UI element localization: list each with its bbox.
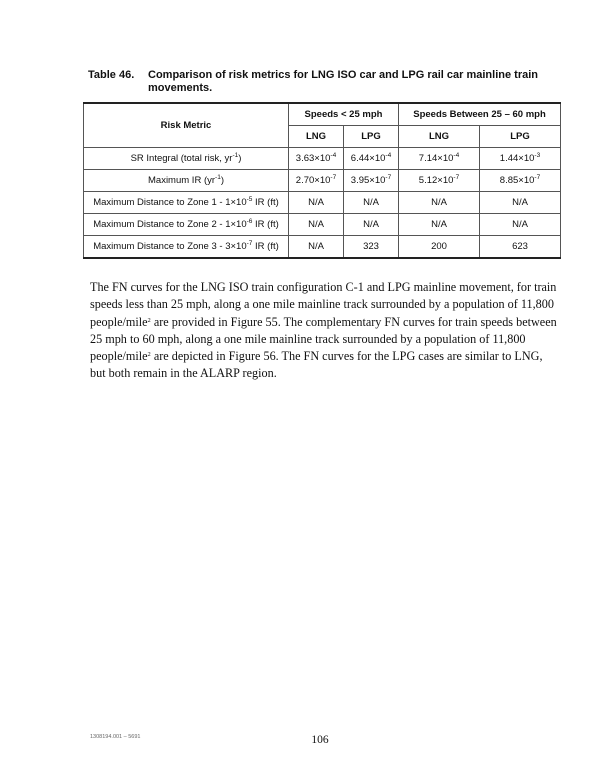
table-cell: N/A bbox=[480, 192, 561, 214]
table-cell: $1.44\times 10^{-3}$ bbox=[480, 148, 561, 170]
table-row bbox=[84, 170, 561, 192]
table-cell: N/A bbox=[289, 192, 344, 214]
table-caption bbox=[88, 69, 558, 95]
subheader-lpg-high: LPG bbox=[480, 126, 561, 148]
table-group-header-row bbox=[84, 103, 561, 126]
group-header-high-speed: Speeds Between 25 – 60 mph bbox=[399, 103, 561, 126]
table-cell: N/A bbox=[344, 192, 399, 214]
table-row bbox=[84, 236, 561, 259]
risk-metrics-table bbox=[83, 102, 561, 259]
table-cell: $2.70\times 10^{-7}$ bbox=[289, 170, 344, 192]
body-paragraph: The FN curves for the LNG ISO train configuration C-1 and LPG mainline movement, for train speeds less than 25 mph, along a one mile mainline track surrounded by a population of 11,800 people/mile$^2$ are provided in Figure 55. The complementary FN curves for train speeds between 25 mph to 60 mph, along a one mile mainline track surrounded by a population of 11,800 people/mile$^2$ are depicted in Figure 56. The FN curves for the LPG cases are similar to LNG, but both remain in the ALARP region. bbox=[90, 280, 557, 381]
table-title: Comparison of risk metrics for LNG ISO car and LPG rail car mainline train movements. bbox=[148, 69, 538, 94]
table-cell: $5.12\times 10^{-7}$ bbox=[399, 170, 480, 192]
table-cell: $7.14\times 10^{-4}$ bbox=[399, 148, 480, 170]
metric-column-header: Risk Metric bbox=[84, 103, 289, 148]
metric-label: Maximum IR $(yr^{-1})$ bbox=[84, 170, 289, 192]
subheader-lng-high: LNG bbox=[399, 126, 480, 148]
table-cell: 623 bbox=[480, 236, 561, 259]
table-cell: $3.63\times 10^{-4}$ bbox=[289, 148, 344, 170]
subheader-lng-low: LNG bbox=[289, 126, 344, 148]
table-cell: N/A bbox=[344, 214, 399, 236]
table-cell: N/A bbox=[480, 214, 561, 236]
table-cell: N/A bbox=[399, 214, 480, 236]
table-cell: N/A bbox=[289, 214, 344, 236]
subheader-lpg-low: LPG bbox=[344, 126, 399, 148]
table-cell: $8.85\times 10^{-7}$ bbox=[480, 170, 561, 192]
metric-label: Maximum Distance to Zone $3 - 3\times 10^{-7}$ IR (ft) bbox=[84, 236, 289, 259]
table-row bbox=[84, 148, 561, 170]
table-cell: 323 bbox=[344, 236, 399, 259]
table-cell: N/A bbox=[399, 192, 480, 214]
table-row bbox=[84, 192, 561, 214]
table-number: Table 46. bbox=[88, 69, 135, 81]
metric-label: Maximum Distance to Zone $1 - 1\times 10^{-5}$ IR (ft) bbox=[84, 192, 289, 214]
group-header-low-speed: Speeds < 25 mph bbox=[289, 103, 399, 126]
table-row bbox=[84, 214, 561, 236]
table-cell: $3.95\times 10^{-7}$ bbox=[344, 170, 399, 192]
metric-label: Maximum Distance to Zone $2 - 1\times 10^{-6}$ IR (ft) bbox=[84, 214, 289, 236]
metric-label: SR Integral (total risk, $yr^{-1}$) bbox=[84, 148, 289, 170]
table-cell: 200 bbox=[399, 236, 480, 259]
document-id: 1308194.001 – 5691 bbox=[90, 734, 141, 740]
page-number: 106 bbox=[311, 734, 329, 746]
table-cell: N/A bbox=[289, 236, 344, 259]
table-cell: $6.44\times 10^{-4}$ bbox=[344, 148, 399, 170]
